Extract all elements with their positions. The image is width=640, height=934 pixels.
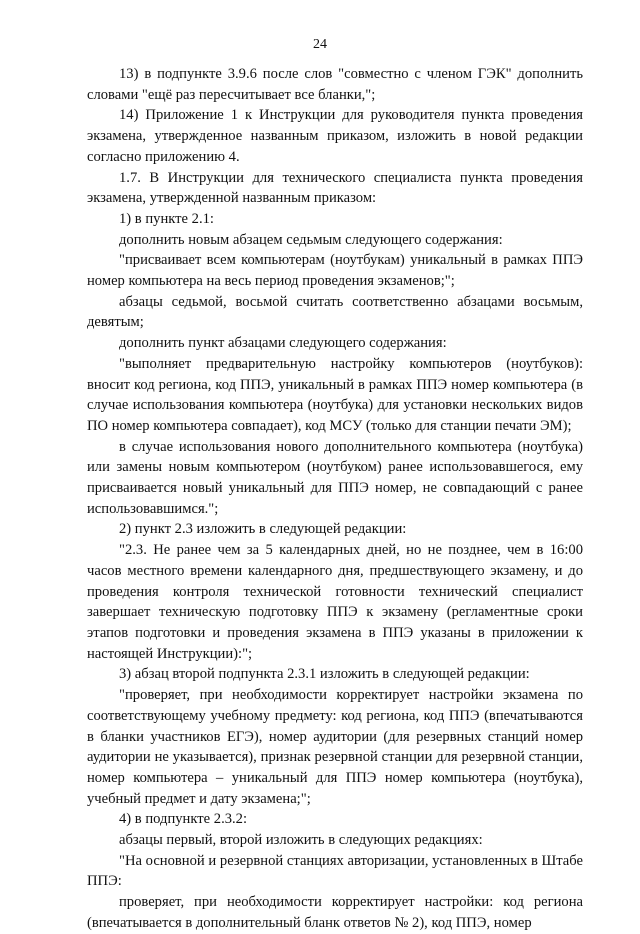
document-body xyxy=(87,64,583,934)
paragraph: "выполняет предварительную настройку компьютеров (ноутбуков): вносит код региона, код ППЭ, уникальный в рамках ППЭ номер компьютера (в случае использования компьютера (ноутбука) для установки нескольких видов ПО номер компьютера совпадает), код МСУ (только для станции печати ЭМ); xyxy=(87,355,583,434)
paragraph: 4) в подпункте 2.3.2: xyxy=(119,811,248,828)
paragraph: дополнить новым абзацем седьмым следующего содержания: xyxy=(119,231,503,248)
paragraph: 14) Приложение 1 к Инструкции для руководителя пункта проведения экзамена, утвержденное названным приказом, изложить в новой редакции согласно приложению 4. xyxy=(87,107,583,165)
paragraph: абзацы первый, второй изложить в следующих редакциях: xyxy=(119,832,483,849)
paragraph: "проверяет, при необходимости корректирует настройки экзамена по соответствующему учебному предмету: код региона, код ППЭ (впечатываются в бланки участников ЕГЭ), номер аудитории (для резервных станций номер аудитории не указывается), признак резервной станции для резервной станции, номер компьютера – уникальный для ППЭ номер компьютера (ноутбука), учебный предмет и дату экзамена;"; xyxy=(87,687,583,807)
paragraph: дополнить пункт абзацами следующего содержания: xyxy=(119,335,447,352)
paragraph: "2.3. Не ранее чем за 5 календарных дней, но не позднее, чем в 16:00 часов местного времени календарного дня, предшествующего экзамену, и до проведения контроля технической готовности технический специалист завершает техническую подготовку ППЭ к экзамену (регламентные сроки этапов подготовки и проведения экзамена в ППЭ указаны в приложении к настоящей Инструкции):"; xyxy=(87,542,583,662)
paragraph: абзацы седьмой, восьмой считать соответственно абзацами восьмым, девятым; xyxy=(87,293,583,331)
paragraph: 1) в пункте 2.1: xyxy=(119,210,214,227)
paragraph: 1.7. В Инструкции для технического специалиста пункта проведения экзамена, утвержденной названным приказом: xyxy=(87,169,583,207)
paragraph: в случае использования нового дополнительного компьютера (ноутбука) или замены новым компьютером (ноутбуком) ранее использовавшегося, ему присваивается новый уникальный для ППЭ номер, не совпадающий с ранее использовавшимся."; xyxy=(87,438,583,517)
page-number: 24 xyxy=(313,37,327,52)
paragraph: "присваивает всем компьютерам (ноутбукам) уникальный в рамках ППЭ номер компьютера на весь период проведения экзаменов;"; xyxy=(87,252,583,290)
paragraph: 3) абзац второй подпункта 2.3.1 изложить в следующей редакции: xyxy=(119,666,530,683)
paragraph: 13) в подпункте 3.9.6 после слов "совместно с членом ГЭК" дополнить словами "ещё раз пересчитывает все бланки,"; xyxy=(87,66,583,103)
paragraph: 2) пункт 2.3 изложить в следующей редакции: xyxy=(119,521,407,538)
paragraph: "На основной и резервной станциях авторизации, установленных в Штабе ППЭ: xyxy=(87,852,583,890)
paragraph: проверяет, при необходимости корректирует настройки: код региона (впечатывается в дополнительный бланк ответов № 2), код ППЭ, номер xyxy=(87,894,583,931)
